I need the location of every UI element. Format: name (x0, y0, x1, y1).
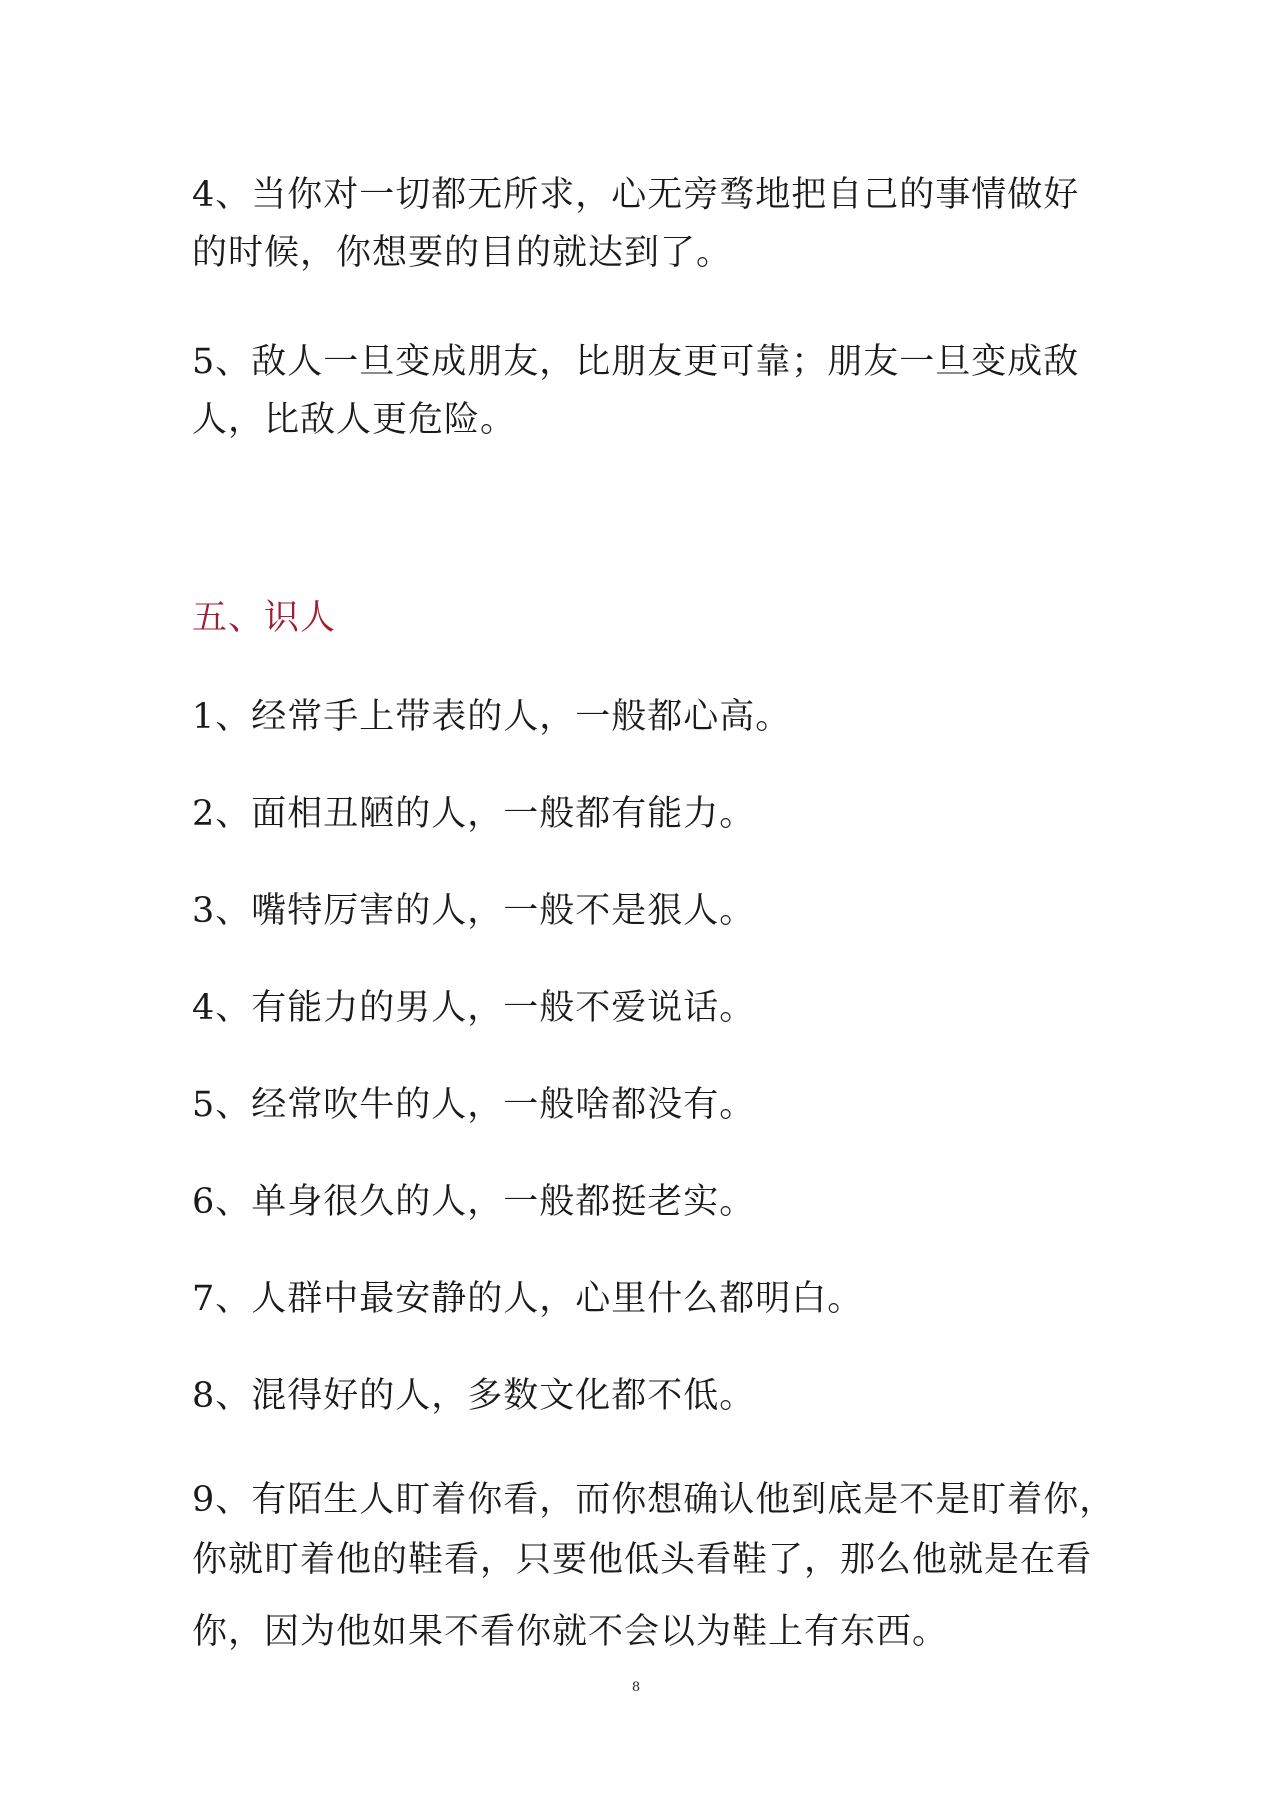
list-item: 6、单身很久的人，一般都挺老实。 (192, 1182, 756, 1222)
paragraph-line: 4、当你对一切都无所求，心无旁骛地把自己的事情做好 (192, 175, 1080, 215)
paragraph-line: 你，因为他如果不看你就不会以为鞋上有东西。 (192, 1612, 949, 1652)
paragraph-line: 你就盯着他的鞋看，只要他低头看鞋了，那么他就是在看 (192, 1540, 1093, 1580)
paragraph-line: 5、敌人一旦变成朋友，比朋友更可靠；朋友一旦变成敌 (192, 342, 1080, 382)
list-item (192, 1470, 1116, 1662)
list-item: 2、面相丑陋的人，一般都有能力。 (192, 794, 756, 834)
section-heading: 五、识人 (192, 598, 337, 638)
paragraph-line: 人，比敌人更危险。 (192, 400, 517, 440)
paragraph-item-4 (192, 166, 1092, 282)
list-item: 5、经常吹牛的人，一般啥都没有。 (192, 1085, 756, 1125)
list-item: 1、经常手上带表的人，一般都心高。 (192, 697, 792, 737)
paragraph-line: 9、有陌生人盯着你看，而你想确认他到底是不是盯着你， (192, 1480, 1116, 1520)
page-number: 8 (631, 1680, 641, 1695)
paragraph-item-5 (192, 333, 1092, 449)
list-item: 3、嘴特厉害的人，一般不是狠人。 (192, 891, 756, 931)
list-item: 8、混得好的人，多数文化都不低。 (192, 1376, 756, 1416)
list-item: 7、人群中最安静的人，心里什么都明白。 (192, 1279, 864, 1319)
paragraph-line: 的时候，你想要的目的就达到了。 (192, 233, 733, 273)
list-item: 4、有能力的男人，一般不爱说话。 (192, 988, 756, 1028)
